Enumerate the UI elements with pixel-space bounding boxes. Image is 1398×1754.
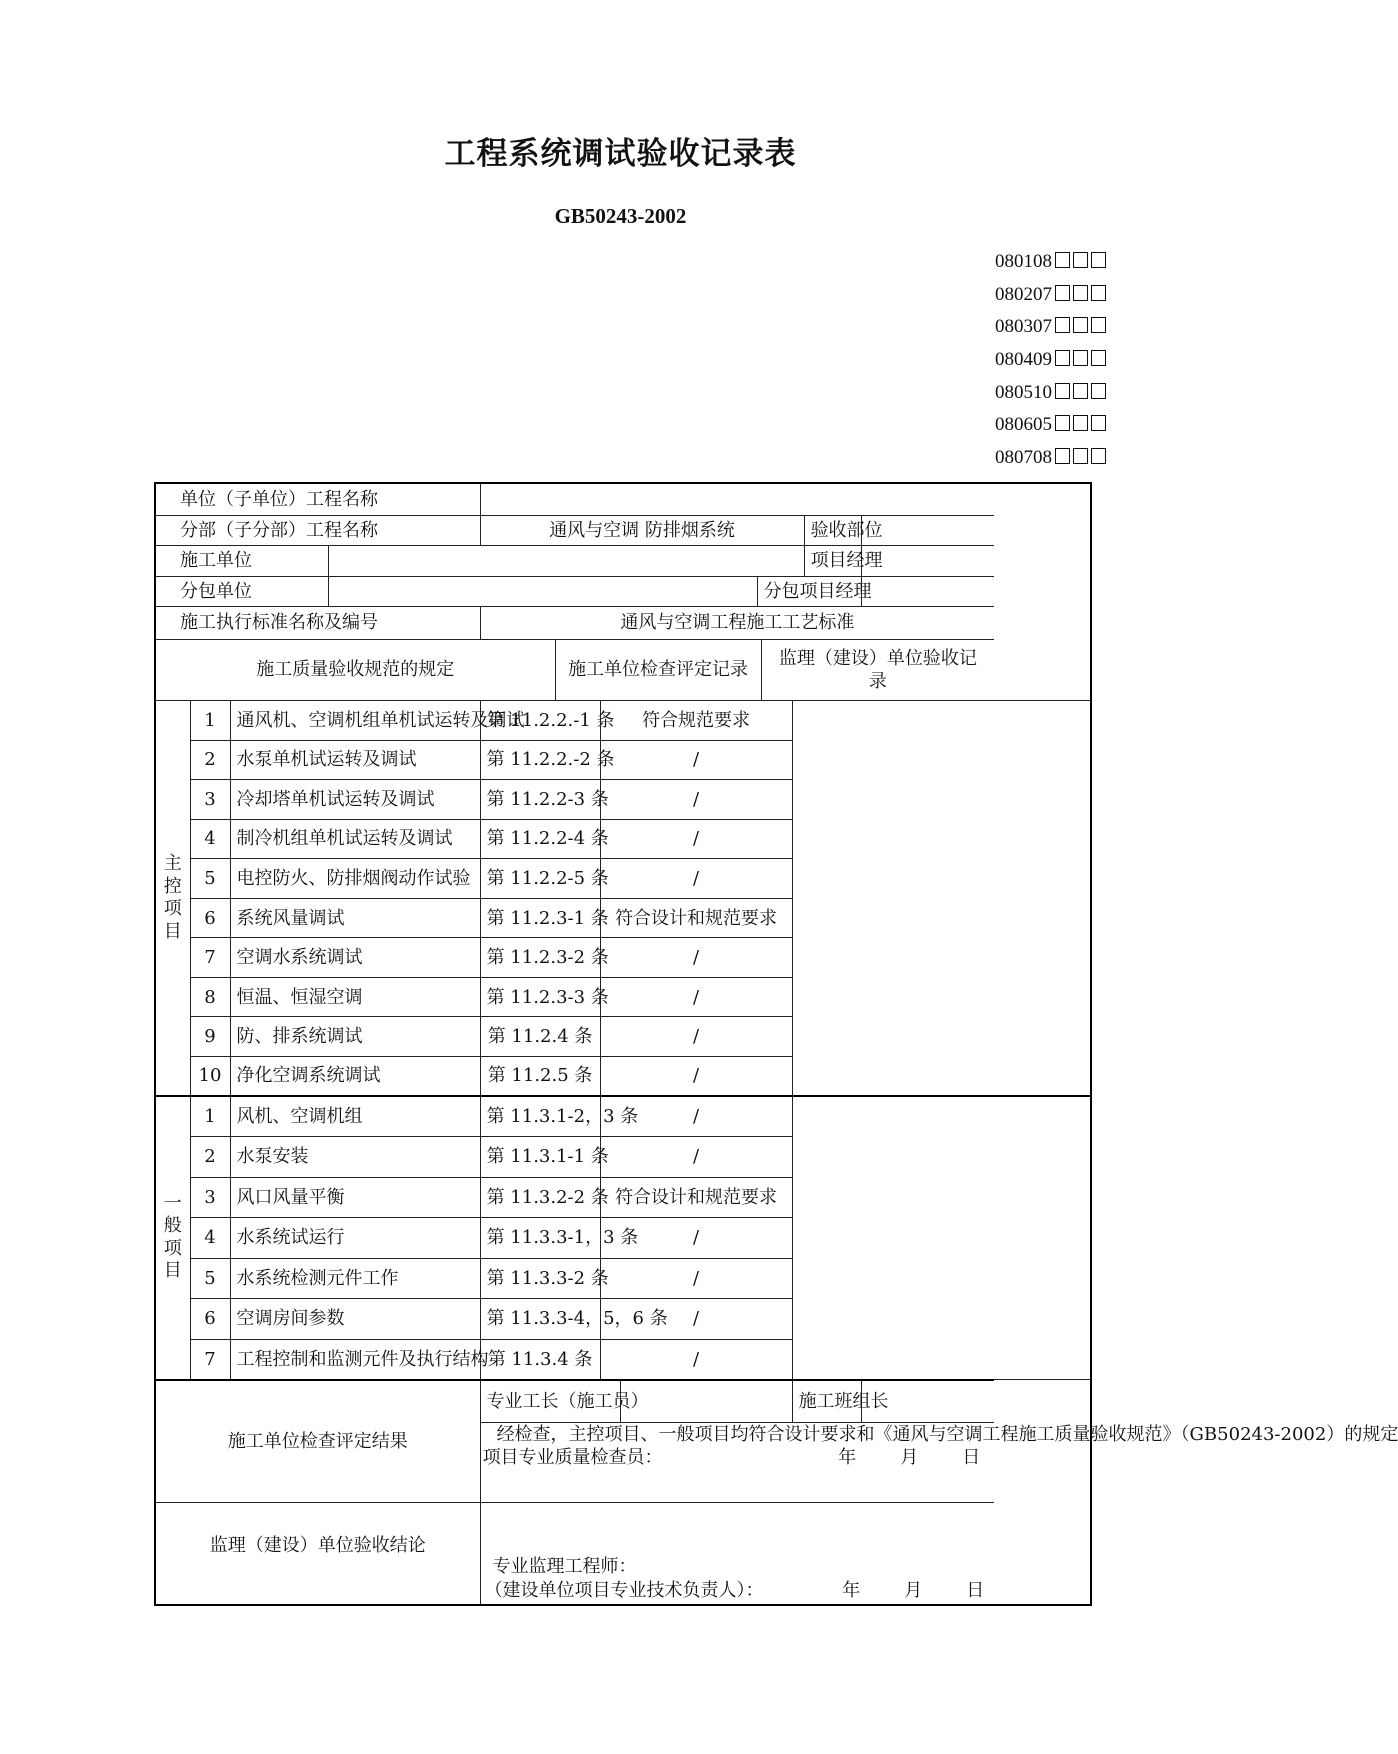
division-row bbox=[156, 515, 1090, 545]
date-day: 日 bbox=[966, 1579, 985, 1601]
general-supervision-cell[interactable] bbox=[792, 1096, 1090, 1380]
item-clause: 第 11.2.4 条 bbox=[480, 1017, 600, 1057]
item-clause: 第 11.2.2-5 条 bbox=[480, 859, 600, 899]
item-result[interactable]: / bbox=[600, 780, 792, 820]
contractor-label: 施工单位 bbox=[156, 546, 328, 576]
col-spec-header: 施工质量验收规范的规定 bbox=[156, 639, 555, 701]
checkbox[interactable] bbox=[1055, 350, 1070, 366]
signature-row bbox=[156, 1380, 1090, 1423]
main-supervision-cell[interactable] bbox=[792, 701, 1090, 1096]
item-result[interactable]: / bbox=[600, 859, 792, 899]
item-clause: 第 11.2.2.-2 条 bbox=[480, 740, 600, 780]
checkbox[interactable] bbox=[1073, 252, 1088, 268]
date-month: 月 bbox=[904, 1579, 923, 1601]
owner-label: （建设单位项目专业技术负责人）： bbox=[484, 1579, 764, 1601]
item-no: 4 bbox=[190, 819, 230, 859]
item-result[interactable]: / bbox=[600, 1057, 792, 1097]
item-no: 3 bbox=[190, 1177, 230, 1218]
checkbox[interactable] bbox=[1055, 317, 1070, 333]
project-manager-label: 项目经理 bbox=[804, 546, 861, 576]
item-clause: 第 11.2.5 条 bbox=[480, 1057, 600, 1097]
form-code-row bbox=[995, 311, 1145, 344]
engineer-label: 专业监理工程师： bbox=[492, 1556, 637, 1578]
checkbox[interactable] bbox=[1055, 415, 1070, 431]
item-no: 6 bbox=[190, 898, 230, 938]
contractor-field[interactable] bbox=[328, 546, 804, 576]
form-code: 080409 bbox=[995, 349, 1052, 371]
item-name: 恒温、恒湿空调 bbox=[230, 977, 480, 1017]
item-clause: 第 11.3.3-2 条 bbox=[480, 1258, 600, 1299]
checkbox[interactable] bbox=[1055, 383, 1070, 399]
checkbox[interactable] bbox=[1055, 252, 1070, 268]
general-group-label bbox=[156, 1096, 190, 1380]
item-name: 空调房间参数 bbox=[230, 1299, 480, 1340]
item-clause: 第 11.3.4 条 bbox=[480, 1339, 600, 1380]
acceptance-form bbox=[154, 482, 1398, 1606]
checkbox[interactable] bbox=[1073, 448, 1088, 464]
main-group-label bbox=[156, 701, 190, 1096]
inspector-label: 项目专业质量检查员： bbox=[482, 1447, 663, 1469]
form-code-row bbox=[995, 344, 1145, 377]
unit-project-field[interactable] bbox=[480, 484, 994, 515]
main-item-row bbox=[156, 701, 1090, 741]
subcontractor-label: 分包单位 bbox=[156, 576, 328, 606]
checkbox[interactable] bbox=[1055, 448, 1070, 464]
item-name: 电控防火、防排烟阀动作试验 bbox=[230, 859, 480, 899]
date-year: 年 bbox=[842, 1579, 861, 1601]
item-result[interactable]: / bbox=[600, 1339, 792, 1380]
checkbox[interactable] bbox=[1091, 415, 1106, 431]
item-result[interactable]: / bbox=[600, 1137, 792, 1178]
checkbox[interactable] bbox=[1091, 350, 1106, 366]
item-name: 空调水系统调试 bbox=[230, 938, 480, 978]
check-result-label: 施工单位检查评定结果 bbox=[156, 1380, 480, 1503]
item-name: 净化空调系统调试 bbox=[230, 1057, 480, 1097]
inspector-date bbox=[838, 1446, 988, 1469]
item-no: 1 bbox=[190, 1096, 230, 1137]
checkbox[interactable] bbox=[1091, 383, 1106, 399]
item-name: 风口风量平衡 bbox=[230, 1177, 480, 1218]
item-clause: 第 11.2.3-2 条 bbox=[480, 938, 600, 978]
item-name: 水泵单机试运转及调试 bbox=[230, 740, 480, 780]
exec-standard-label: 施工执行标准名称及编号 bbox=[156, 607, 480, 639]
item-clause: 第 11.3.1-1 条 bbox=[480, 1137, 600, 1178]
form-code: 080108 bbox=[995, 251, 1052, 272]
date-day: 日 bbox=[962, 1447, 981, 1469]
item-name: 防、排系统调试 bbox=[230, 1017, 480, 1057]
item-name: 水泵安装 bbox=[230, 1137, 480, 1178]
form-code-row bbox=[995, 377, 1145, 410]
item-no: 2 bbox=[190, 740, 230, 780]
item-clause: 第 11.2.3-1 条 bbox=[480, 898, 600, 938]
col-check-header: 施工单位检查评定记录 bbox=[555, 639, 761, 701]
checkbox[interactable] bbox=[1091, 252, 1106, 268]
contractor-row bbox=[156, 546, 1090, 576]
check-result-cell[interactable] bbox=[480, 1422, 1398, 1502]
item-clause: 第 11.3.3-4，5，6 条 bbox=[480, 1299, 600, 1340]
item-result[interactable]: 符合规范要求 bbox=[600, 701, 792, 741]
team-leader-label: 施工班组长 bbox=[792, 1380, 861, 1423]
form-code-row bbox=[995, 442, 1145, 475]
checkbox[interactable] bbox=[1073, 415, 1088, 431]
general-group-text: 一般项目 bbox=[163, 1192, 182, 1282]
item-name: 通风机、空调机组单机试运转及调试 bbox=[230, 701, 480, 741]
supervision-conclusion-label: 监理（建设）单位验收结论 bbox=[156, 1502, 480, 1604]
item-name: 系统风量调试 bbox=[230, 898, 480, 938]
item-no: 8 bbox=[190, 977, 230, 1017]
supervision-date bbox=[842, 1579, 992, 1602]
date-year: 年 bbox=[838, 1447, 857, 1469]
item-clause: 第 11.3.3-1，3 条 bbox=[480, 1218, 600, 1259]
exec-standard-row bbox=[156, 607, 1090, 639]
unit-project-row bbox=[156, 484, 1090, 515]
form-code: 080605 bbox=[995, 414, 1052, 436]
form-code-row bbox=[995, 279, 1145, 312]
checkbox[interactable] bbox=[1055, 285, 1070, 301]
item-no: 2 bbox=[190, 1137, 230, 1178]
item-result[interactable]: 符合设计和规范要求 bbox=[600, 1177, 792, 1218]
form-code: 080207 bbox=[995, 283, 1052, 305]
item-no: 5 bbox=[190, 1258, 230, 1299]
standard-code: GB50243-2002 bbox=[554, 204, 687, 228]
item-result[interactable]: / bbox=[600, 1258, 792, 1299]
date-month: 月 bbox=[900, 1447, 919, 1469]
item-result[interactable]: / bbox=[600, 1299, 792, 1340]
checkbox[interactable] bbox=[1073, 350, 1088, 366]
item-result[interactable]: / bbox=[600, 1218, 792, 1259]
item-name: 水系统检测元件工作 bbox=[230, 1258, 480, 1299]
form-code-list bbox=[995, 246, 1145, 475]
check-result-text: 经检查，主控项目、一般项目均符合设计要求和《通风与空调工程施工质量验收规范》（GB50243-2002）的规定 bbox=[496, 1423, 1398, 1445]
item-no: 6 bbox=[190, 1299, 230, 1340]
column-header-row bbox=[156, 639, 1090, 701]
foreman-label: 专业工长（施工员） bbox=[480, 1380, 620, 1423]
item-result[interactable]: / bbox=[600, 1017, 792, 1057]
acceptance-part-label: 验收部位 bbox=[804, 515, 861, 545]
item-clause: 第 11.3.1-2，3 条 bbox=[480, 1096, 600, 1137]
item-name: 冷却塔单机试运转及调试 bbox=[230, 780, 480, 820]
document-title: 工程系统调试验收记录表 bbox=[444, 136, 797, 172]
item-no: 5 bbox=[190, 859, 230, 899]
item-no: 4 bbox=[190, 1218, 230, 1259]
division-field[interactable]: 通风与空调 防排烟系统 bbox=[480, 515, 804, 545]
item-result[interactable]: 符合设计和规范要求 bbox=[600, 898, 792, 938]
unit-project-label: 单位（子单位）工程名称 bbox=[156, 484, 480, 515]
form-code: 080307 bbox=[995, 316, 1052, 338]
item-name: 制冷机组单机试运转及调试 bbox=[230, 819, 480, 859]
item-clause: 第 11.2.2.-1 条 bbox=[480, 701, 600, 741]
item-name: 工程控制和监测元件及执行结构 bbox=[230, 1339, 480, 1380]
item-no: 10 bbox=[190, 1057, 230, 1097]
sub-pm-label: 分包项目经理 bbox=[757, 576, 861, 606]
item-result[interactable]: / bbox=[600, 819, 792, 859]
inspector-line bbox=[483, 1446, 989, 1469]
item-no: 3 bbox=[190, 780, 230, 820]
item-clause: 第 11.2.2-3 条 bbox=[480, 780, 600, 820]
item-no: 1 bbox=[190, 701, 230, 741]
col-supervision-text: 监理（建设）单位验收记录 bbox=[778, 647, 977, 692]
subcontractor-field[interactable] bbox=[328, 576, 757, 606]
checkbox[interactable] bbox=[1073, 285, 1088, 301]
col-supervision-header bbox=[761, 639, 994, 701]
item-clause: 第 11.2.2-4 条 bbox=[480, 819, 600, 859]
supervision-conclusion-row bbox=[156, 1502, 1090, 1604]
item-no: 7 bbox=[190, 1339, 230, 1380]
item-clause: 第 11.3.2-2 条 bbox=[480, 1177, 600, 1218]
item-result[interactable]: / bbox=[600, 1096, 792, 1137]
supervision-conclusion-cell[interactable] bbox=[480, 1502, 994, 1604]
owner-line bbox=[485, 1579, 993, 1602]
item-name: 水系统试运行 bbox=[230, 1218, 480, 1259]
item-result[interactable]: / bbox=[600, 740, 792, 780]
form-code: 080510 bbox=[995, 381, 1052, 403]
item-clause: 第 11.2.3-3 条 bbox=[480, 977, 600, 1017]
form-code-row bbox=[995, 409, 1145, 442]
checkbox[interactable] bbox=[1091, 448, 1106, 464]
item-no: 9 bbox=[190, 1017, 230, 1057]
checkbox[interactable] bbox=[1091, 317, 1106, 333]
general-item-row bbox=[156, 1096, 1090, 1137]
sub-pm-field[interactable] bbox=[861, 576, 994, 606]
item-result[interactable]: / bbox=[600, 938, 792, 978]
item-result[interactable]: / bbox=[600, 977, 792, 1017]
division-label: 分部（子分部）工程名称 bbox=[156, 515, 480, 545]
form-code: 080708 bbox=[995, 447, 1052, 469]
subcontractor-row bbox=[156, 576, 1090, 606]
item-no: 7 bbox=[190, 938, 230, 978]
checkbox[interactable] bbox=[1091, 285, 1106, 301]
main-group-text: 主控项目 bbox=[163, 853, 182, 942]
item-name: 风机、空调机组 bbox=[230, 1096, 480, 1137]
form-code-row bbox=[995, 246, 1145, 279]
exec-standard-field[interactable]: 通风与空调工程施工工艺标准 bbox=[480, 607, 994, 639]
checkbox[interactable] bbox=[1073, 383, 1088, 399]
checkbox[interactable] bbox=[1073, 317, 1088, 333]
